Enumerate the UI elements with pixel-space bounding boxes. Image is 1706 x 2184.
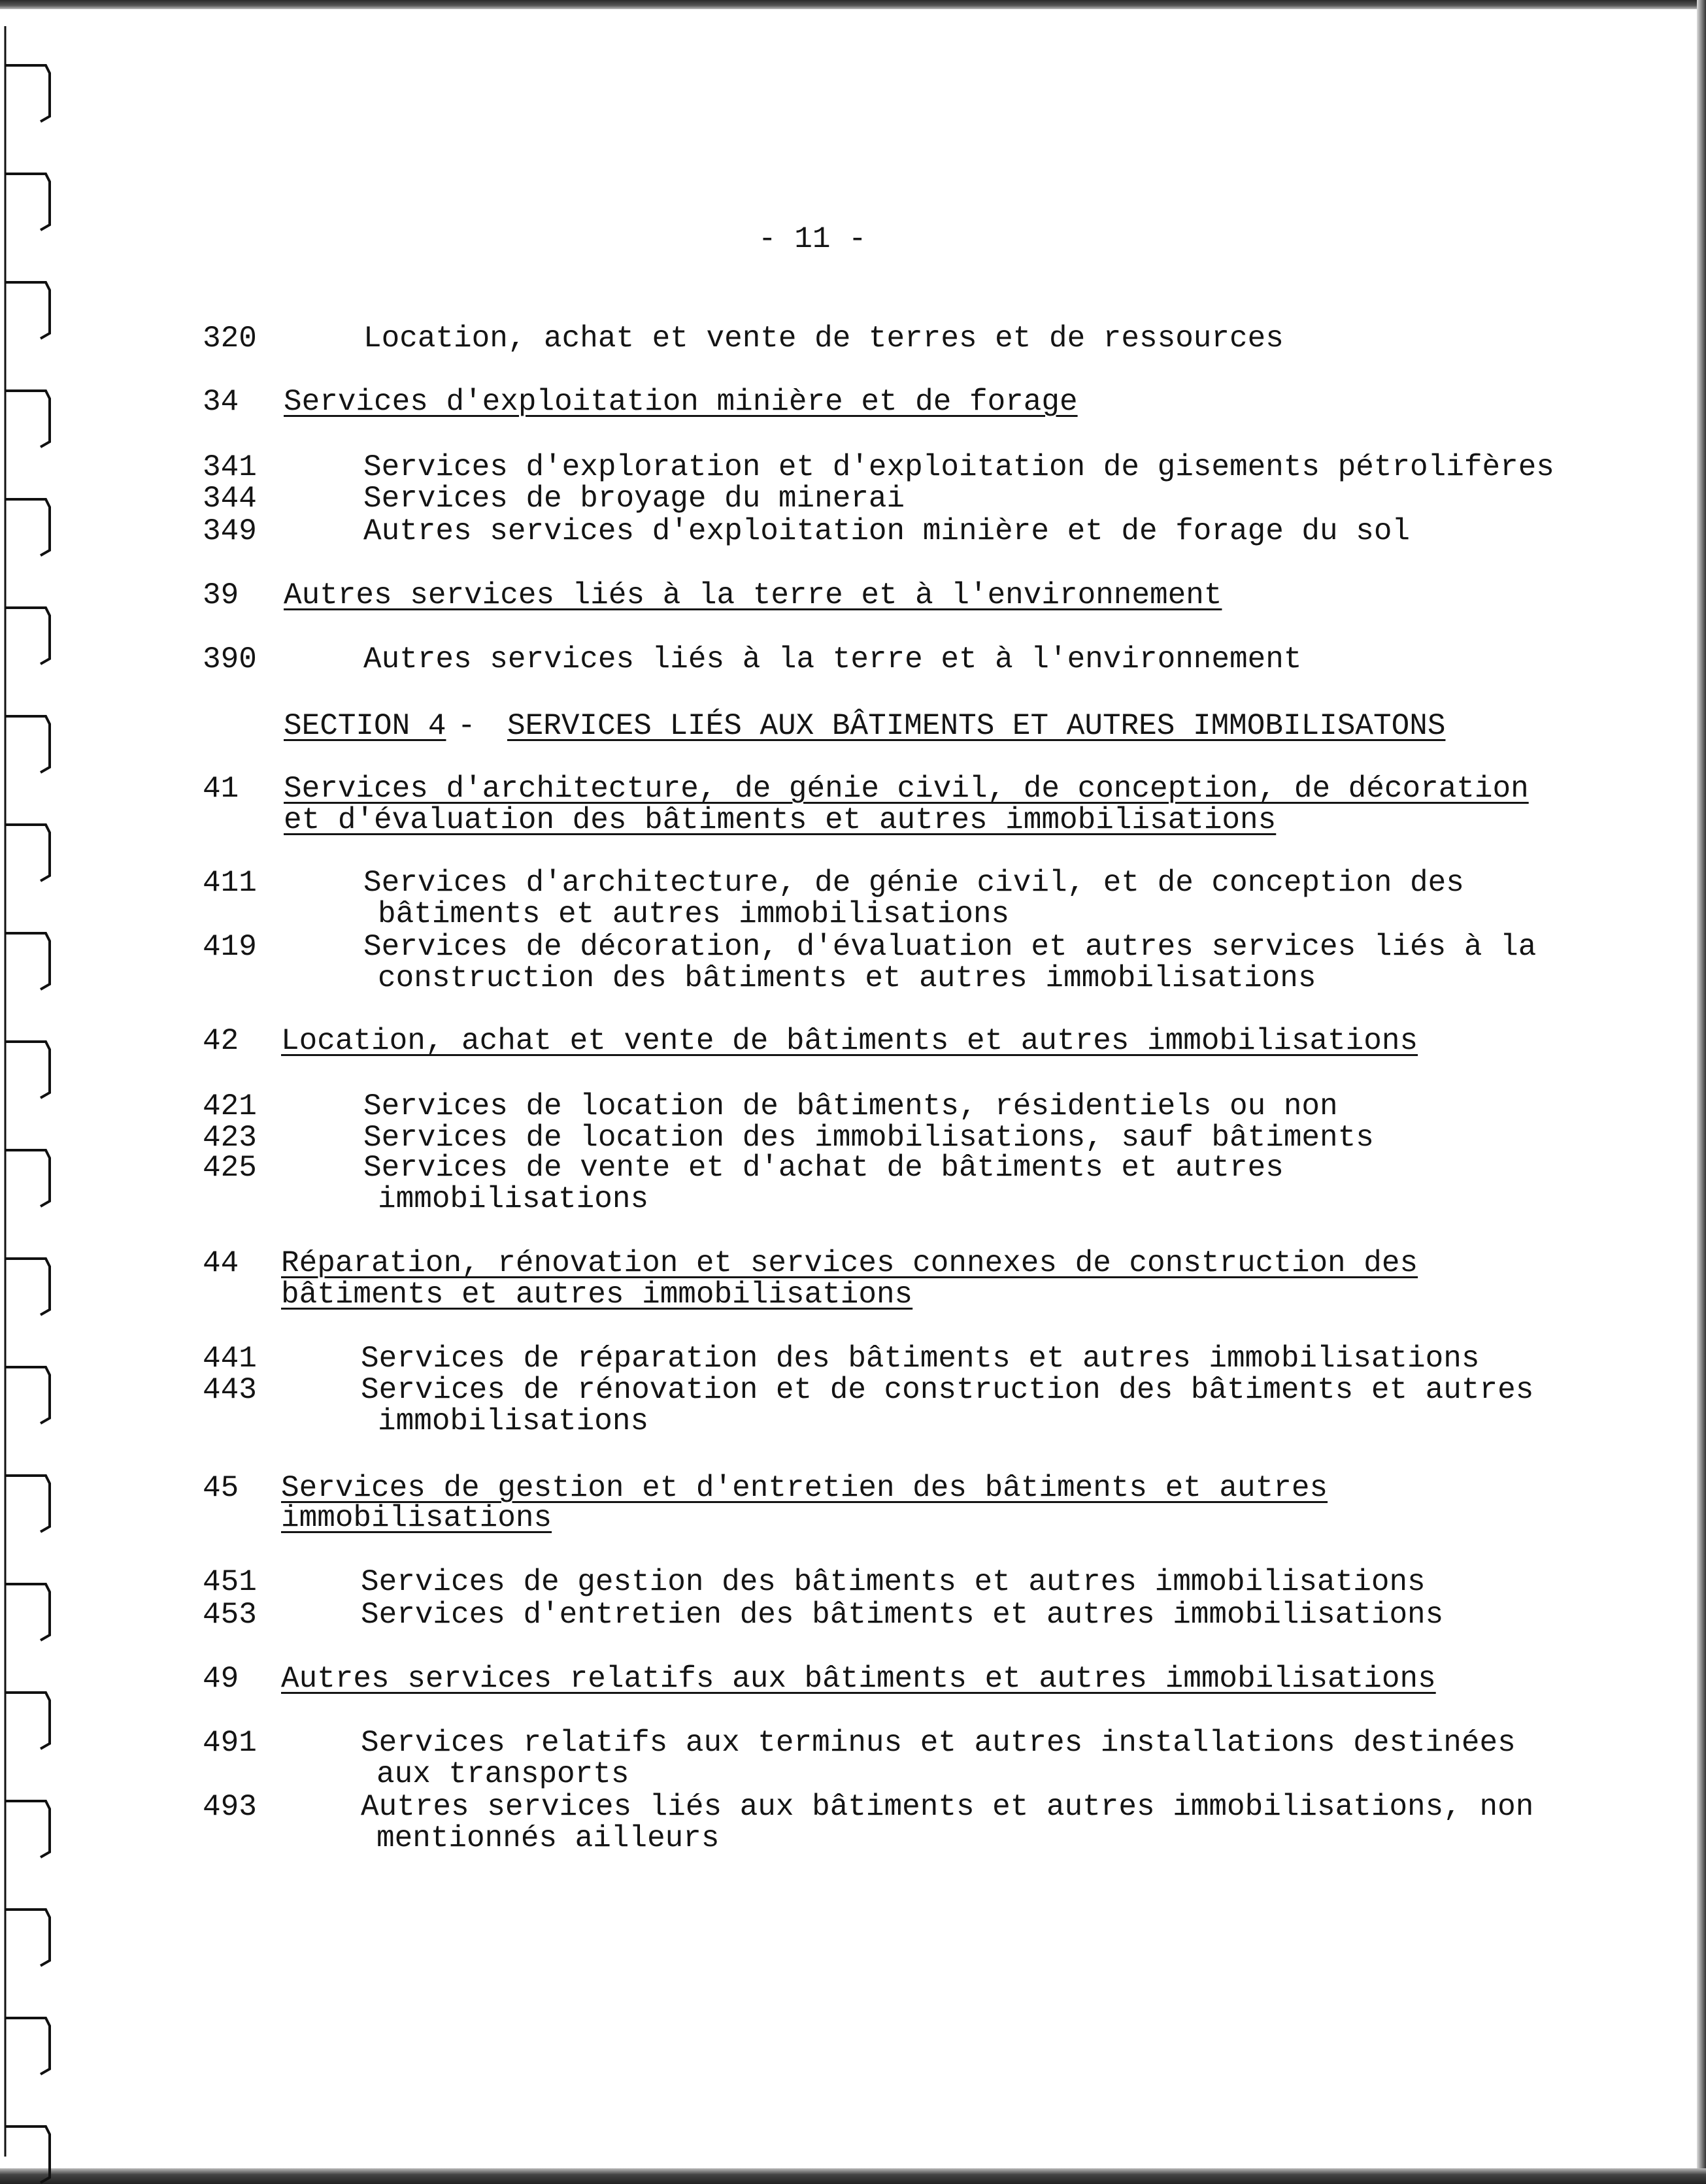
section-title: SERVICES LIÉS AUX BÂTIMENTS ET AUTRES IMMOBILISATONS (507, 709, 1446, 743)
scan-edge-top (0, 0, 1706, 9)
entry-code: 390 (203, 642, 257, 676)
binding-ring (5, 933, 50, 989)
entry-text: Services de gestion des bâtiments et autres immobilisations (361, 1565, 1426, 1599)
entry-text: Services de location des immobilisations, sauf bâtiments (363, 1121, 1374, 1155)
section-dash: - (458, 709, 476, 743)
binding-ring (5, 1584, 50, 1640)
entry-code: 491 (203, 1726, 257, 1760)
binding-ring (5, 1910, 50, 1966)
heading-code: 44 (203, 1246, 239, 1280)
entry-code: 493 (203, 1790, 257, 1824)
entry-text: Services de broyage du minerai (363, 482, 905, 516)
entry-code: 320 (203, 322, 257, 356)
entry-text: Autres services liés aux bâtiments et autres immobilisations, non (361, 1790, 1534, 1824)
binding-ring (5, 65, 50, 122)
section-heading: Services d'exploitation minière et de forage (284, 385, 1078, 419)
entry-code: 423 (203, 1121, 257, 1155)
section-heading: Autres services relatifs aux bâtiments et autres immobilisations (281, 1662, 1436, 1696)
binding-ring (5, 499, 50, 555)
entry-text: Services de vente et d'achat de bâtiments et autres (363, 1151, 1284, 1185)
binding-ring (5, 1150, 50, 1206)
entry-text-cont: immobilisations (378, 1404, 649, 1438)
section-heading: Autres services liés à la terre et à l'environnement (284, 578, 1222, 612)
binding-ring (5, 282, 50, 339)
entry-code: 349 (203, 514, 257, 548)
binding-ring (5, 1367, 50, 1423)
section-label: SECTION 4 (284, 709, 446, 743)
section-heading-cont: bâtiments et autres immobilisations (281, 1278, 913, 1312)
entry-code: 411 (203, 866, 257, 900)
entry-code: 453 (203, 1598, 257, 1632)
binding-ring (5, 716, 50, 772)
entry-text: Services d'exploration et d'exploitation de gisements pétrolifères (363, 450, 1554, 484)
entry-code: 425 (203, 1151, 257, 1185)
binding-ring (5, 608, 50, 664)
entry-text: Services de location de bâtiments, résidentiels ou non (363, 1089, 1338, 1123)
entry-text: Services d'architecture, de génie civil, et de conception des (363, 866, 1464, 900)
binding-ring (5, 825, 50, 881)
binding-ring (5, 2018, 50, 2074)
binding-ring (5, 1259, 50, 1315)
binding-ring (5, 1693, 50, 1749)
heading-code: 42 (203, 1024, 239, 1058)
entry-code: 344 (203, 482, 257, 516)
binding-ring (5, 1801, 50, 1857)
entry-code: 419 (203, 930, 257, 964)
entry-code: 443 (203, 1373, 257, 1407)
entry-code: 341 (203, 450, 257, 484)
heading-code: 34 (203, 385, 239, 419)
heading-code: 49 (203, 1662, 239, 1696)
entry-text-cont: construction des bâtiments et autres immobilisations (378, 961, 1316, 995)
entry-text: Services d'entretien des bâtiments et autres immobilisations (361, 1598, 1444, 1632)
binding-ring (5, 174, 50, 230)
entry-text-cont: mentionnés ailleurs (376, 1821, 720, 1855)
heading-code: 39 (203, 578, 239, 612)
entry-text: Services relatifs aux terminus et autres installations destinées (361, 1726, 1516, 1760)
section-heading-cont: immobilisations (281, 1501, 552, 1535)
section-heading: Location, achat et vente de bâtiments et autres immobilisations (281, 1024, 1418, 1058)
entry-code: 421 (203, 1089, 257, 1123)
entry-text-cont: immobilisations (378, 1182, 649, 1216)
entry-text: Services de décoration, d'évaluation et autres services liés à la (363, 930, 1537, 964)
section-heading-cont: et d'évaluation des bâtiments et autres immobilisations (284, 803, 1277, 837)
scan-edge-right (1697, 0, 1706, 2184)
binding-ring (5, 1476, 50, 1532)
spiral-binding (0, 0, 72, 2184)
entry-text: Location, achat et vente de terres et de ressources (363, 322, 1284, 356)
section-heading: Réparation, rénovation et services connexes de construction des (281, 1246, 1418, 1280)
heading-code: 41 (203, 772, 239, 806)
entry-text-cont: aux transports (376, 1757, 629, 1791)
page-number: - 11 - (758, 222, 867, 256)
entry-text: Autres services d'exploitation minière et de forage du sol (363, 514, 1411, 548)
binding-ring (5, 2126, 50, 2183)
binding-ring (5, 1042, 50, 1098)
entry-code: 441 (203, 1342, 257, 1376)
scan-edge-bottom (0, 2168, 1706, 2184)
binding-ring (5, 391, 50, 447)
heading-code: 45 (203, 1471, 239, 1505)
entry-text: Autres services liés à la terre et à l'environnement (363, 642, 1302, 676)
section-heading: Services de gestion et d'entretien des bâtiments et autres (281, 1471, 1328, 1505)
entry-code: 451 (203, 1565, 257, 1599)
entry-text-cont: bâtiments et autres immobilisations (378, 897, 1010, 931)
entry-text: Services de rénovation et de construction des bâtiments et autres (361, 1373, 1534, 1407)
section-heading: Services d'architecture, de génie civil, de conception, de décoration (284, 772, 1529, 806)
entry-text: Services de réparation des bâtiments et autres immobilisations (361, 1342, 1480, 1376)
